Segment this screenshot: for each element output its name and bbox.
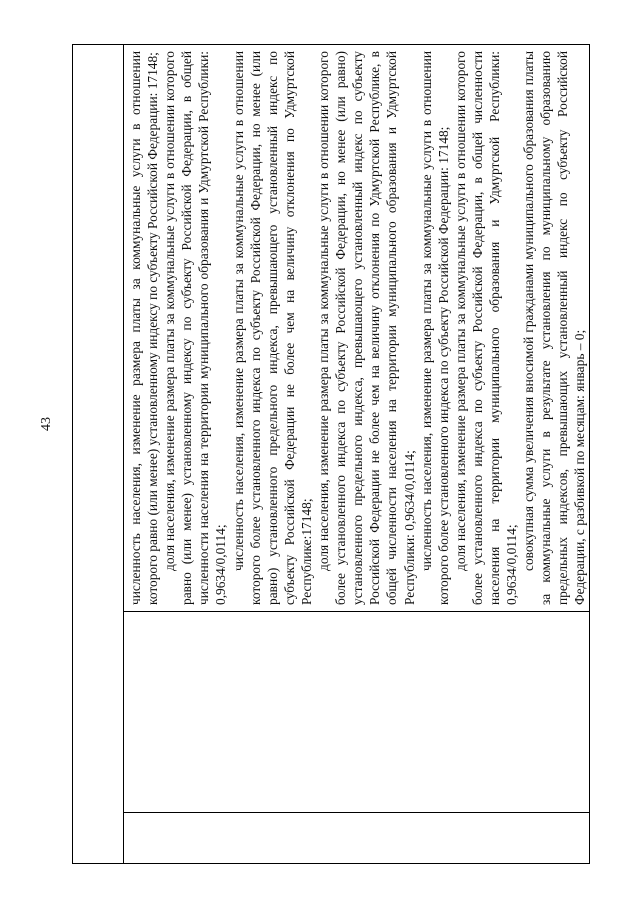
document-table xyxy=(72,44,590,864)
paragraph: доля населения, изменение размера платы за коммунальные услуги в отношении которого более установленного индекса по субъекту Российской Федерации, в общей численности населения на территории муниципального образования и Удмуртской Республики: 0,9634/0,0114; xyxy=(452,51,520,605)
table-top-row xyxy=(73,45,124,863)
page-number: 43 xyxy=(39,417,54,431)
table-cell-text xyxy=(124,45,589,611)
table-body-row xyxy=(124,45,589,863)
paragraph: доля населения, изменение размера платы за коммунальные услуги в отношении которого более установленного индекса по субъекту Российской Федерации, но менее (или равно) установленного предельного индекса, превышающего установленный индекс по субъекту Российской Федерации не более чем на величину отклонения по Удмуртской Республике, в общей численности населения на территории муниципального образования и Удмуртской Республики: 0,9634/0,0114; xyxy=(316,51,417,605)
table-cell-number xyxy=(124,812,589,863)
rotated-content xyxy=(72,44,590,864)
paragraph: численность населения, изменение размера платы за коммунальные услуги в отношении которого равно (или менее) установленному индексу по субъекту Российской Федерации: 17148; xyxy=(128,51,161,605)
paragraph: численность населения, изменение размера платы за коммунальные услуги в отношении которого более установленного индекса по субъекту Российской Федерации: 17148; xyxy=(418,51,451,605)
paragraph: совокупная сумма увеличения вносимой гражданами муниципального образования платы за коммунальные услуги в результате установления по муниципальному образованию предельных индексов, превышающих установленный индекс по субъекту Российской Федерации, с разбивкой по месяцам: январь – 0; xyxy=(521,51,588,605)
paragraph: доля населения, изменение размера платы за коммунальные услуги в отношении которого равно (или менее) установленному индексу по субъекту Российской Федерации, в общей численности населения на территории муниципального образования и Удмуртской Республики: 0,9634/0,0114; xyxy=(162,51,229,605)
table-cell-name xyxy=(124,611,589,812)
paragraph: численность населения, изменение размера платы за коммунальные услуги в отношении которого более установленного индекса по субъекту Российской Федерации, но менее (или равно) установленного предельного индекса, превышающего установленный индекс по субъекту Российской Федерации не более чем на величину отклонения по Удмуртской Республике:17148; xyxy=(230,51,314,605)
